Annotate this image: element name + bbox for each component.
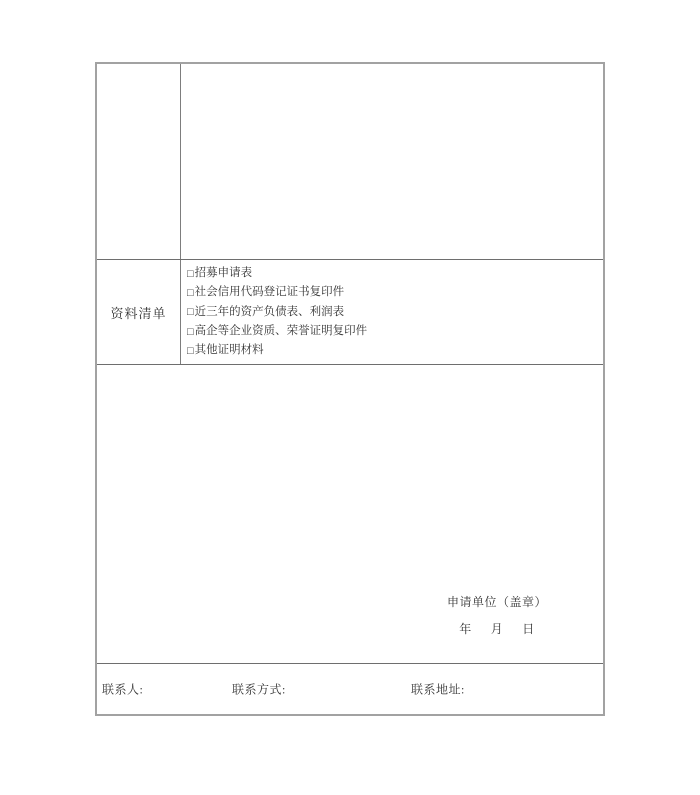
contact-address-label: 联系地址: bbox=[411, 682, 465, 697]
checklist-item-label: 招募申请表 bbox=[194, 267, 253, 279]
signature-block bbox=[447, 593, 547, 637]
checklist-item bbox=[187, 324, 595, 340]
checkbox-icon: □ bbox=[187, 306, 194, 319]
year-label: 年 bbox=[459, 622, 472, 636]
checklist-item bbox=[187, 266, 595, 282]
checklist-item bbox=[187, 285, 595, 301]
materials-list-label: 资料清单 bbox=[97, 260, 181, 364]
checklist-item-label: 高企等企业资质、荣誉证明复印件 bbox=[194, 325, 368, 338]
materials-checklist bbox=[181, 260, 603, 364]
checklist-item-label: 社会信用代码登记证书复印件 bbox=[194, 286, 345, 299]
empty-content-cell bbox=[181, 64, 603, 259]
checkbox-icon: □ bbox=[187, 267, 194, 280]
date-line bbox=[459, 620, 535, 637]
application-form-table bbox=[95, 62, 605, 716]
signature-row bbox=[97, 365, 603, 664]
day-label: 日 bbox=[522, 622, 535, 636]
checkbox-icon: □ bbox=[187, 345, 194, 358]
applicant-unit-stamp-label: 申请单位（盖章） bbox=[446, 595, 547, 609]
checkbox-icon: □ bbox=[187, 287, 194, 300]
contacts-row bbox=[97, 664, 603, 714]
checklist-item-label: 其他证明材料 bbox=[194, 344, 264, 357]
materials-row bbox=[97, 260, 603, 365]
checklist-item-label: 近三年的资产负债表、利润表 bbox=[194, 305, 345, 318]
checklist-item bbox=[187, 305, 595, 321]
checklist-item bbox=[187, 343, 595, 359]
checkbox-icon: □ bbox=[187, 325, 194, 338]
empty-label-cell bbox=[97, 64, 181, 259]
empty-continuation-row bbox=[97, 64, 603, 260]
month-label: 月 bbox=[490, 622, 504, 636]
contact-person-label: 联系人: bbox=[102, 682, 144, 697]
contact-method-label: 联系方式: bbox=[232, 682, 286, 697]
